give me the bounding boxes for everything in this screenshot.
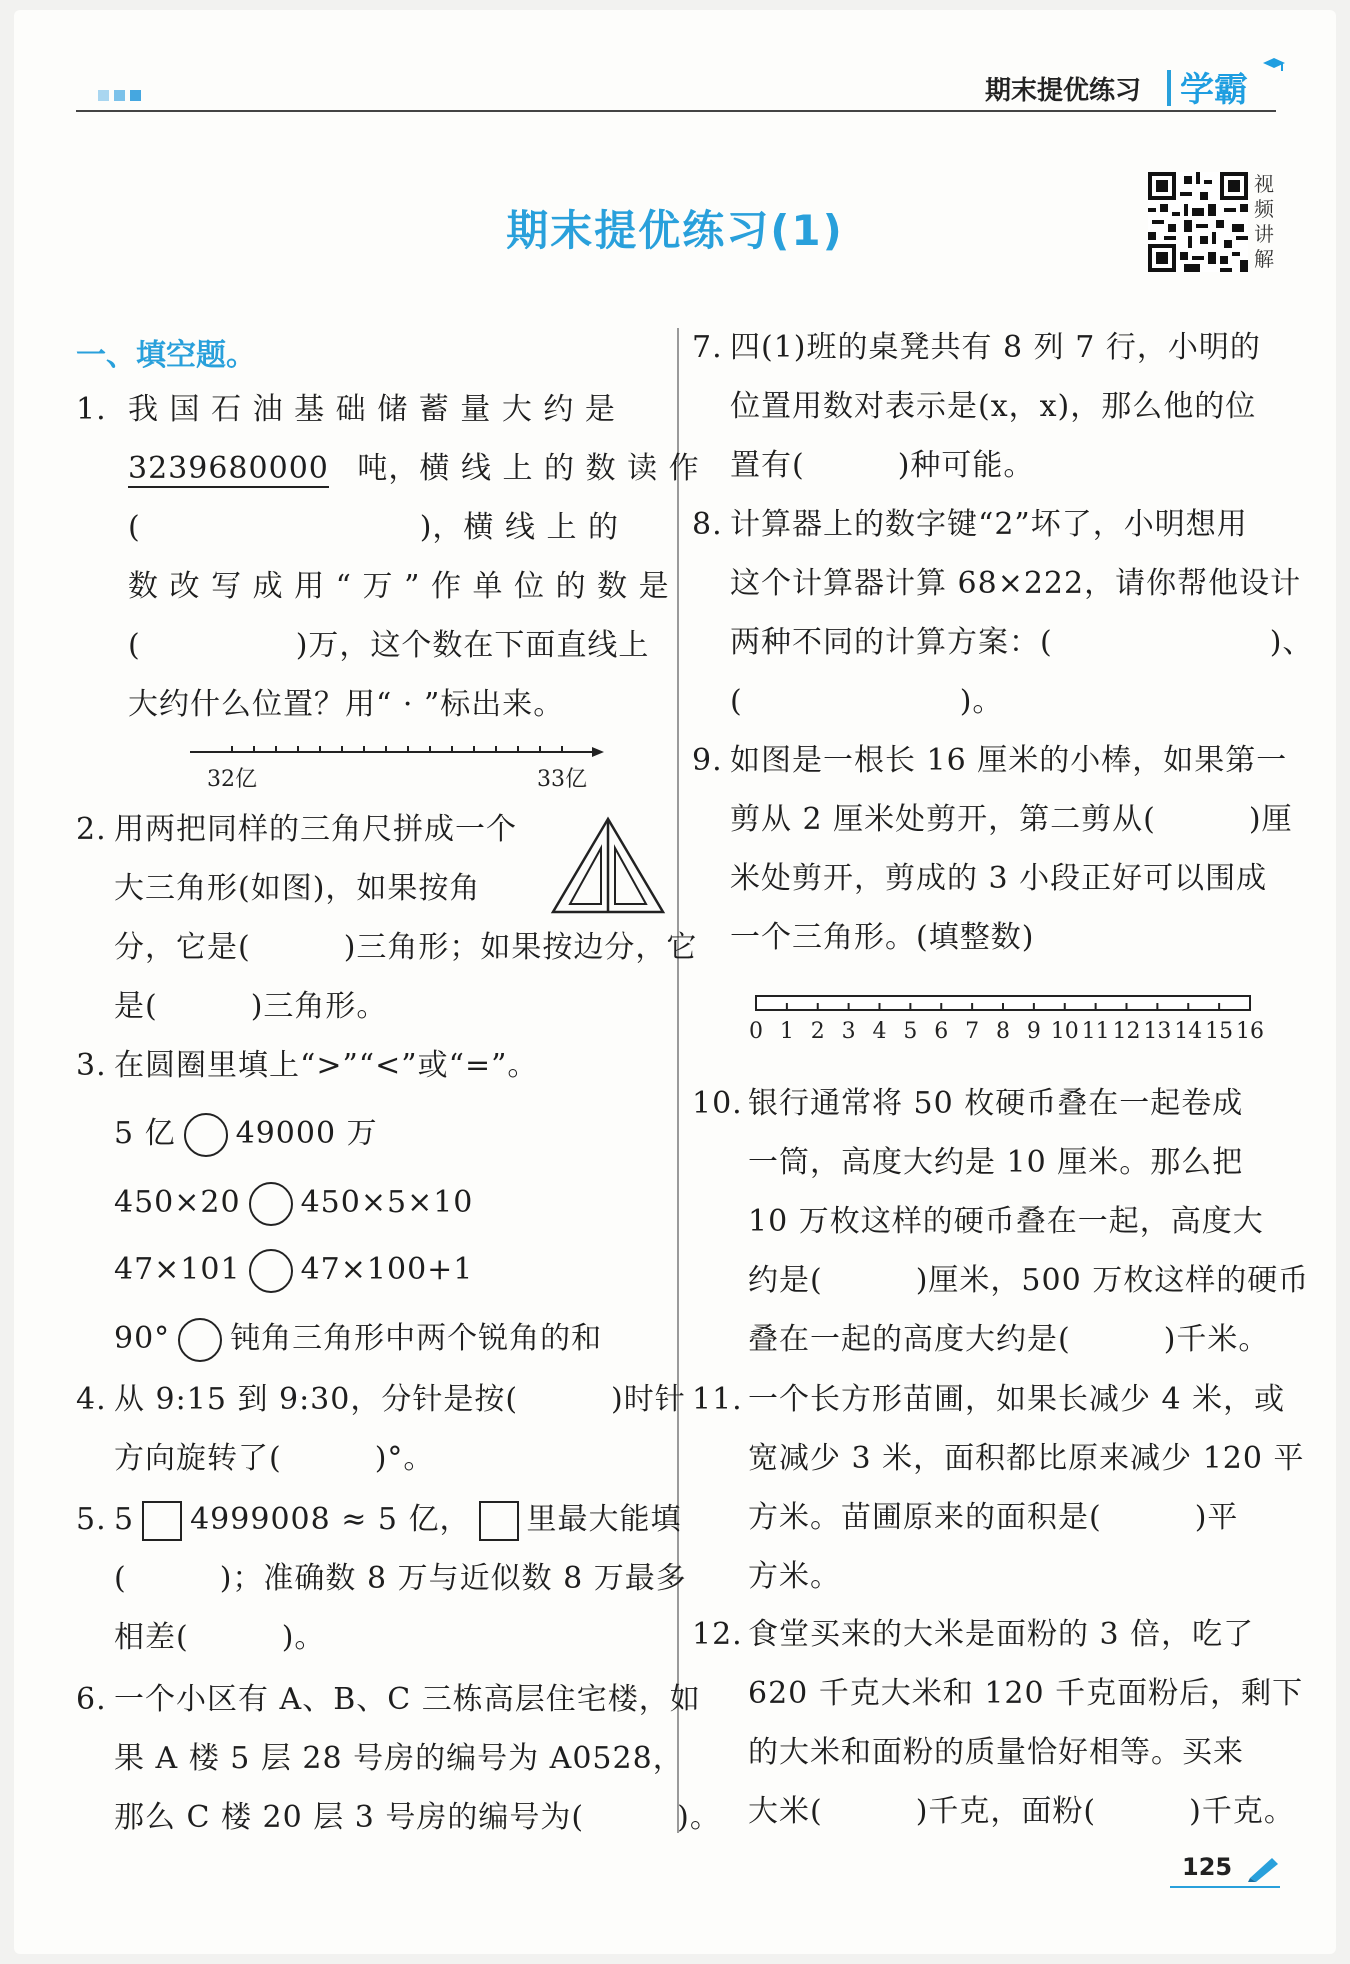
question-line: 分，它是( )三角形；如果按边分，它 xyxy=(114,930,698,965)
question-line: 620 千克大米和 120 千克面粉后，剩下 xyxy=(748,1676,1304,1711)
question-line: 位置用数对表示是(x，x)，那么他的位 xyxy=(730,389,1257,424)
answer-box[interactable] xyxy=(142,1501,182,1541)
question-line: 的大米和面粉的质量恰好相等。买来 xyxy=(748,1735,1244,1770)
header-title: 期末提优练习 xyxy=(985,76,1142,106)
compare-right: 49000 万 xyxy=(235,1116,378,1151)
question-number: 3. xyxy=(76,1048,107,1083)
ruler-label: 5 xyxy=(903,1019,918,1044)
question-line: 宽减少 3 米，面积都比原来减少 120 平 xyxy=(748,1441,1305,1476)
question-line: 大三角形(如图)，如果按角 xyxy=(114,871,481,906)
page-number-rule xyxy=(1170,1886,1280,1888)
question-line: 食堂买来的大米是面粉的 3 倍，吃了 xyxy=(748,1617,1255,1652)
question-line: 大约什么位置？用“ · ”标出来。 xyxy=(128,687,565,722)
question-number: 9. xyxy=(692,743,723,778)
ruler-label: 11 xyxy=(1081,1019,1110,1044)
qr-label: 视频讲解 xyxy=(1254,172,1274,271)
number-line-figure[interactable] xyxy=(180,738,610,794)
compare-circle[interactable] xyxy=(184,1113,228,1157)
question-line: 用两把同样的三角尺拼成一个 xyxy=(114,812,517,847)
question-number: 6. xyxy=(76,1682,107,1717)
question-line: 一筒，高度大约是 10 厘米。那么把 xyxy=(748,1145,1244,1180)
ruler-label: 0 xyxy=(749,1019,763,1044)
question-text: 里最大能填 xyxy=(526,1502,682,1537)
question-line: 这个计算器计算 68×222，请你帮他设计 xyxy=(730,566,1302,601)
question-line: 我 国 石 油 基 础 储 蓄 量 大 约 是 xyxy=(128,392,616,427)
qr-code-icon[interactable] xyxy=(1148,172,1248,272)
question-line: 果 A 楼 5 层 28 号房的编号为 A0528， xyxy=(114,1741,684,1776)
triangle-rulers-figure xyxy=(550,816,666,916)
question-text: 吨，横 线 上 的 数 读 作 xyxy=(357,451,700,486)
question-number: 5. xyxy=(76,1502,107,1537)
question-number: 12. xyxy=(692,1617,743,1652)
question-number: 2. xyxy=(76,812,107,847)
question-text: 5 xyxy=(114,1502,135,1537)
question-line: ( )，横 线 上 的 xyxy=(128,510,620,545)
ruler-label: 7 xyxy=(965,1019,980,1044)
axis-label-left: 32亿 xyxy=(207,767,257,792)
underlined-number: 3239680000 xyxy=(128,451,329,486)
ruler-label: 1 xyxy=(779,1019,794,1044)
question-number: 1. xyxy=(76,392,107,427)
question-line: 剪从 2 厘米处剪开，第二剪从( )厘 xyxy=(730,802,1293,837)
ruler-label: 12 xyxy=(1112,1019,1141,1044)
answer-box[interactable] xyxy=(479,1501,519,1541)
question-line: 一个长方形苗圃，如果长减少 4 米，或 xyxy=(748,1382,1286,1417)
question-line: 银行通常将 50 枚硬币叠在一起卷成 xyxy=(748,1086,1244,1121)
ruler-label: 9 xyxy=(1026,1019,1041,1044)
header-dots xyxy=(98,86,146,105)
ruler-figure[interactable] xyxy=(744,990,1274,1052)
ruler-label: 13 xyxy=(1143,1019,1172,1044)
compare-circle[interactable] xyxy=(249,1182,293,1226)
question-number: 7. xyxy=(692,330,723,365)
ruler-label: 4 xyxy=(872,1019,887,1044)
ruler-label: 3 xyxy=(841,1019,856,1044)
question-line: 是( )三角形。 xyxy=(114,989,388,1024)
question-line: 置有( )种可能。 xyxy=(730,448,1035,483)
compare-circle[interactable] xyxy=(178,1318,222,1362)
header-brand: 学霸 xyxy=(1180,70,1248,110)
question-line: 数 改 写 成 用 “ 万 ” 作 单 位 的 数 是 xyxy=(128,569,670,604)
pencil-icon xyxy=(1246,1856,1280,1882)
question-line: 方米。苗圃原来的面积是( )平 xyxy=(748,1500,1239,1535)
question-line: 方向旋转了( )°。 xyxy=(114,1441,435,1476)
question-line xyxy=(128,439,700,498)
question-line: 一个小区有 A、B、C 三栋高层住宅楼，如 xyxy=(114,1682,701,1717)
ruler-label: 8 xyxy=(996,1019,1010,1044)
question-line: 那么 C 楼 20 层 3 号房的编号为( )。 xyxy=(114,1800,721,1835)
ruler-label: 16 xyxy=(1236,1019,1264,1044)
question-line: 在圆圈里填上“>”“<”或“=”。 xyxy=(114,1048,539,1083)
compare-left: 90° xyxy=(114,1321,171,1356)
question-line: ( )万，这个数在下面直线上 xyxy=(128,628,650,663)
question-line: 如图是一根长 16 厘米的小棒，如果第一 xyxy=(730,743,1288,778)
header-divider xyxy=(1167,70,1171,106)
compare-circle[interactable] xyxy=(249,1249,293,1293)
header-rule xyxy=(76,110,1276,112)
question-line: 四(1)班的桌凳共有 8 列 7 行，小明的 xyxy=(730,330,1261,365)
question-line: 约是( )厘米，500 万枚这样的硬币 xyxy=(748,1263,1310,1298)
question-number: 8. xyxy=(692,507,723,542)
section-heading: 一、填空题。 xyxy=(76,338,256,373)
question-text: 4999008 ≈ 5 亿， xyxy=(190,1502,471,1537)
ruler-label: 2 xyxy=(810,1019,825,1044)
question-number: 10. xyxy=(692,1086,743,1121)
question-number: 4. xyxy=(76,1382,107,1417)
question-line: ( )。 xyxy=(730,684,1004,719)
page-number: 125 xyxy=(1182,1853,1233,1881)
question-line: 从 9:15 到 9:30，分针是按( )时针 xyxy=(114,1382,686,1417)
question-line: 两种不同的计算方案：( )、 xyxy=(730,625,1314,660)
question-line xyxy=(114,1490,682,1549)
question-line: 相差( )。 xyxy=(114,1620,326,1655)
compare-right: 47×100+1 xyxy=(300,1252,474,1287)
question-line: 叠在一起的高度大约是( )千米。 xyxy=(748,1322,1270,1357)
compare-left: 450×20 xyxy=(114,1185,241,1220)
ruler-label: 14 xyxy=(1174,1019,1203,1044)
question-number: 11. xyxy=(692,1382,743,1417)
page-title: 期末提优练习(1) xyxy=(506,206,844,255)
axis-label-right: 33亿 xyxy=(537,767,587,792)
question-line: 方米。 xyxy=(748,1559,841,1594)
question-line: 10 万枚这样的硬币叠在一起，高度大 xyxy=(748,1204,1264,1239)
compare-left: 5 亿 xyxy=(114,1116,176,1151)
ruler-label: 10 xyxy=(1050,1019,1079,1044)
question-line: 计算器上的数字键“2”坏了，小明想用 xyxy=(730,507,1248,542)
ruler-label: 6 xyxy=(934,1019,949,1044)
question-line: 米处剪开，剪成的 3 小段正好可以围成 xyxy=(730,861,1268,896)
compare-left: 47×101 xyxy=(114,1252,241,1287)
question-line: 大米( )千克，面粉( )千克。 xyxy=(748,1794,1295,1829)
graduation-cap-icon xyxy=(1263,58,1285,72)
compare-right: 钝角三角形中两个锐角的和 xyxy=(230,1321,603,1356)
question-line: ( )；准确数 8 万与近似数 8 万最多 xyxy=(114,1561,687,1596)
question-line: 一个三角形。(填整数) xyxy=(730,920,1035,955)
compare-right: 450×5×10 xyxy=(300,1185,474,1220)
ruler-label: 15 xyxy=(1205,1019,1234,1044)
